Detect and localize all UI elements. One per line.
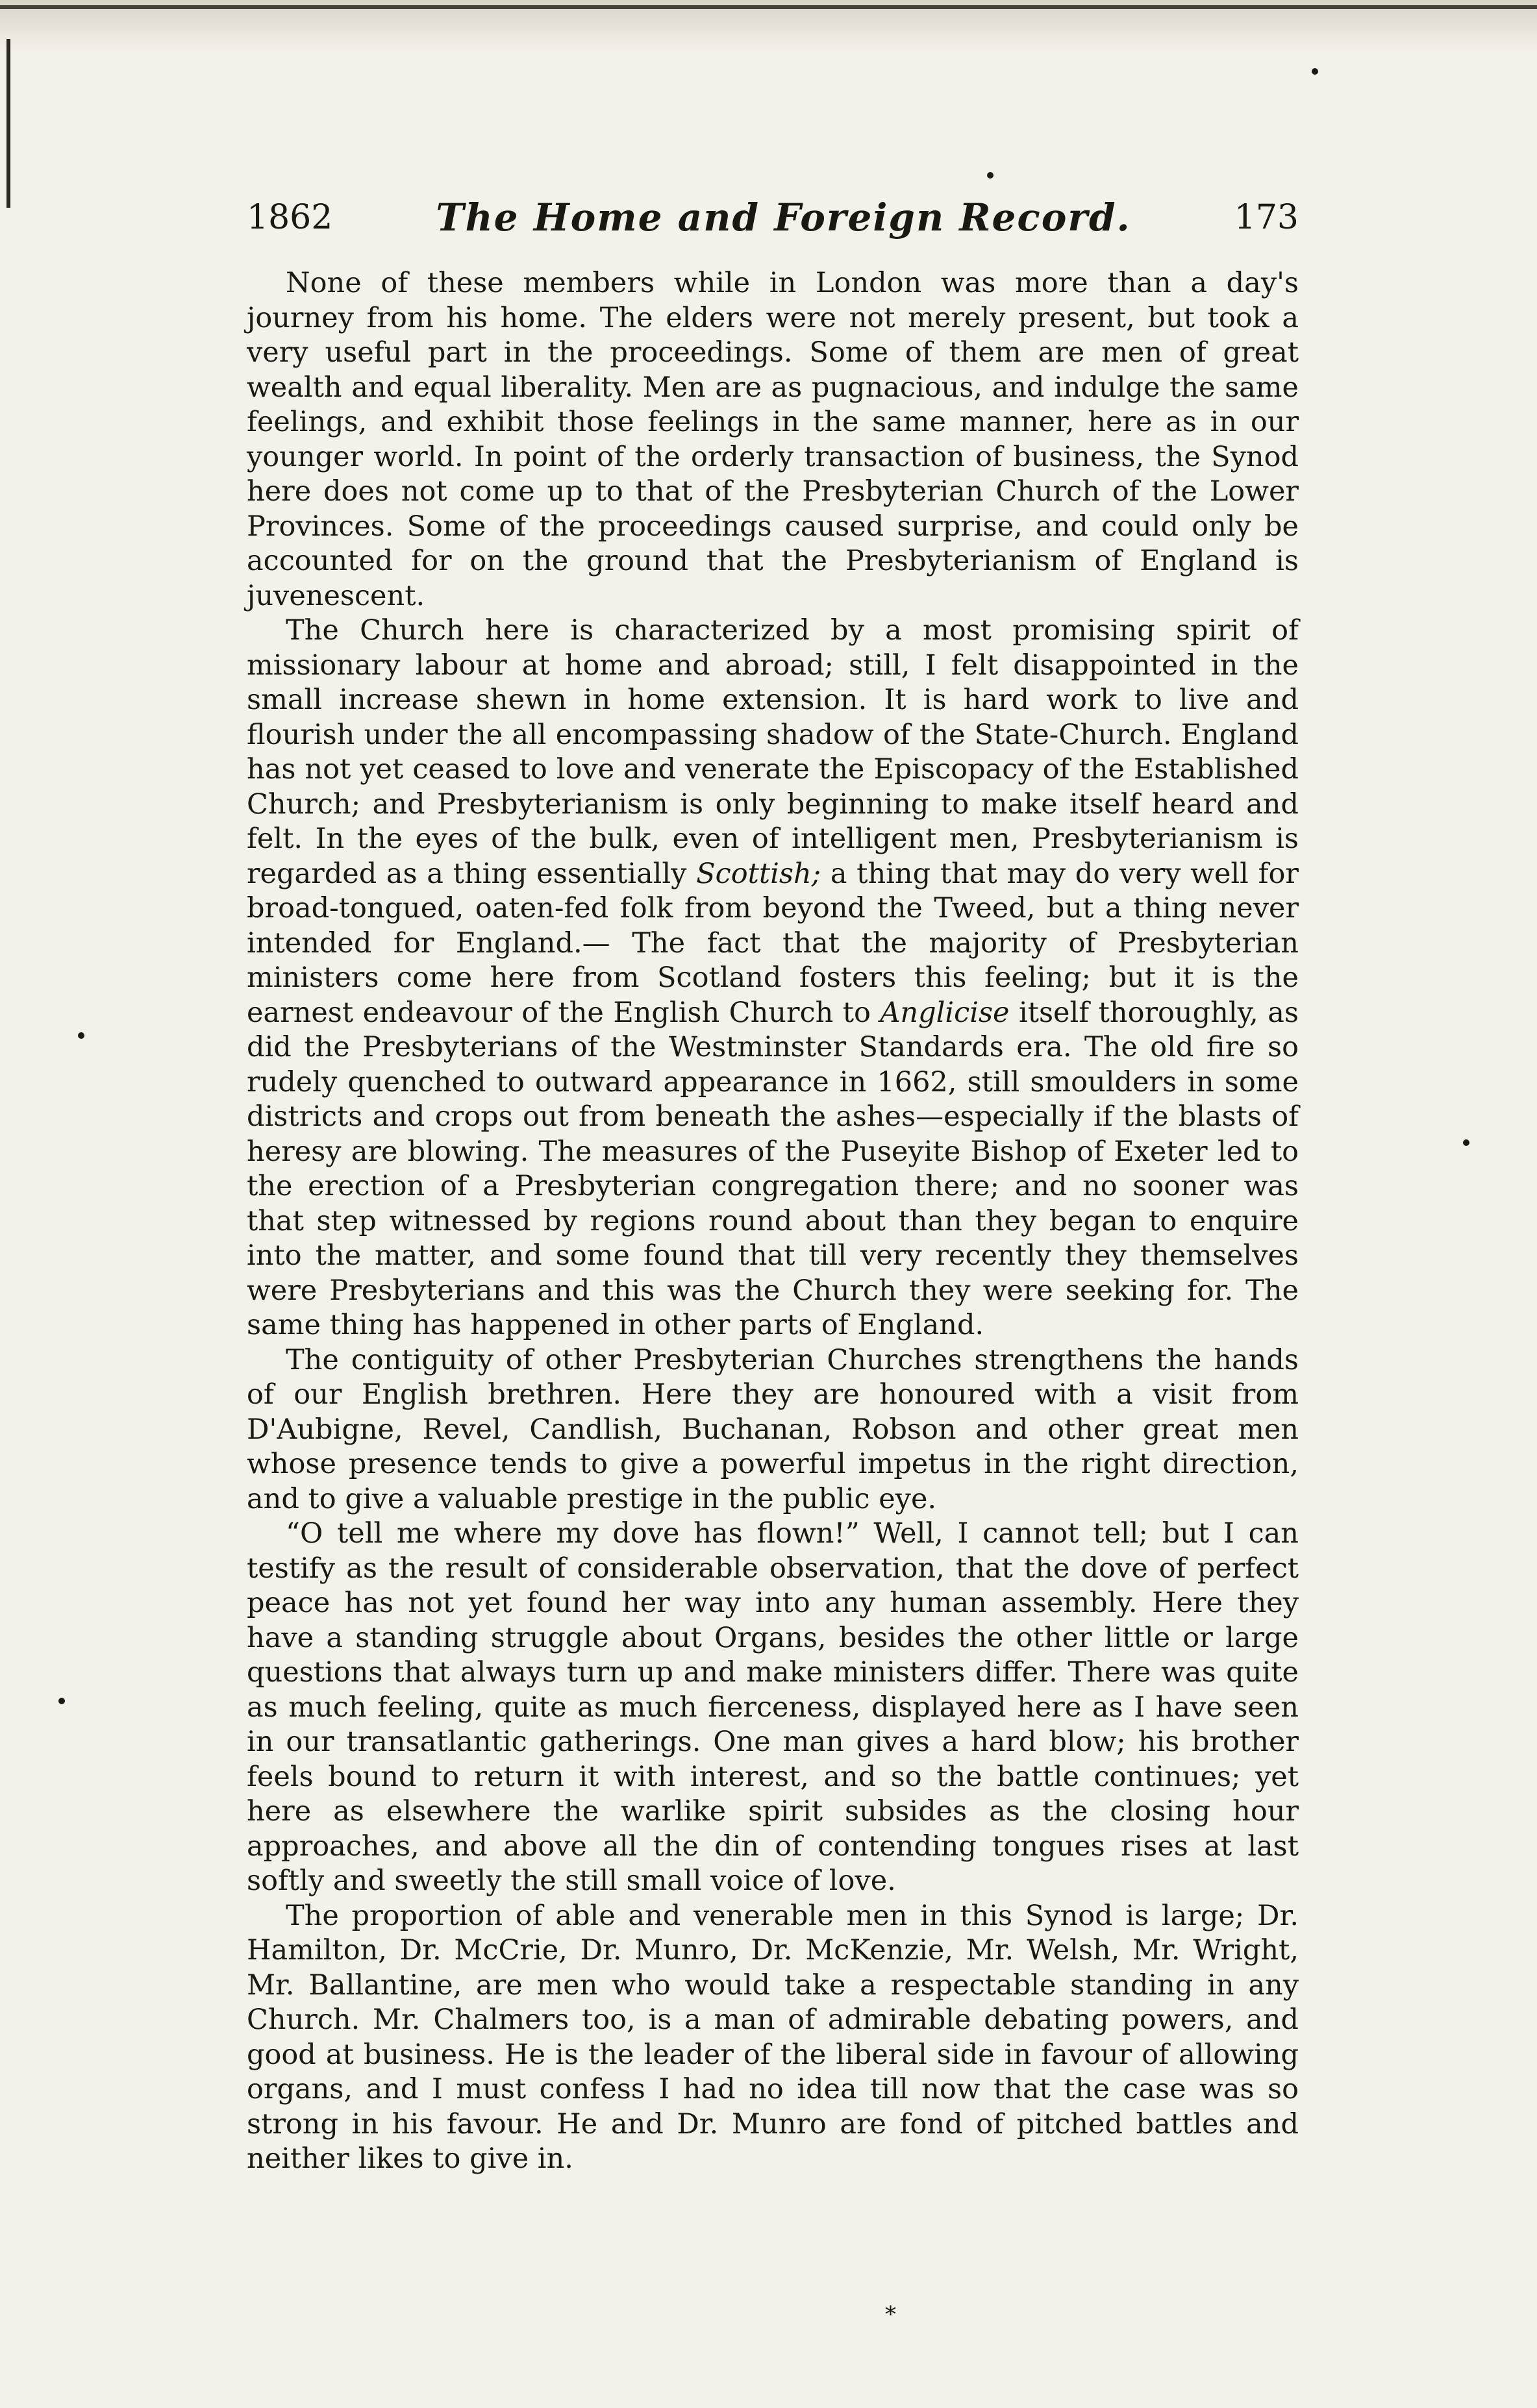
ink-speck [78, 1032, 84, 1039]
ink-speck [987, 172, 993, 179]
paragraph [247, 266, 1299, 614]
ink-speck [58, 1698, 65, 1704]
text-run: a thing that may do very well for broad-tongued, oaten-fed folk from beyond the Tweed, but a thing never intended for England.— The fact that the majority of Presbyterian ministers come here from Scotland fosters this feeling; but it is the earnest endeavour of the English Church to [247, 857, 1299, 1029]
text-run: The proportion of able and venerable men in this Synod is large; Dr. Hamilton, Dr. McCrie, Dr. Munro, Dr. McKenzie, Mr. Welsh, Mr. Wright, Mr. Ballantine, are men who would take a respectable standing in any Church. Mr. Chalmers too, is a man of admirable debating powers, and good at business. He is the leader of the liberal side in favour of allowing organs, and I must confess I had no idea till now that the case was so strong in his favour. He and Dr. Munro are fond of pitched battles and neither likes to give in. [247, 1899, 1299, 2175]
text-run: None of these members while in London was more than a day's journey from his home. The elders were not merely present, but took a very useful part in the proceedings. Some of them are men of great wealth and equal liberality. Men are as pugnacious, and indulge the same feelings, and exhibit those feelings in the same manner, here as in our younger world. In point of the orderly transaction of business, the Synod here does not come up to that of the Presbyterian Church of the Lower Provinces. Some of the proceedings caused surprise, and could only be accounted for on the ground that the Presbyterianism of England is juvenescent. [247, 267, 1299, 612]
paragraph [247, 1343, 1299, 1517]
page-number: 173 [1234, 198, 1299, 237]
running-header [247, 188, 1299, 247]
header-year: 1862 [247, 198, 333, 237]
paragraph [247, 1517, 1299, 1899]
italic-run: Anglicise [880, 996, 1010, 1029]
left-margin-mark [6, 39, 10, 208]
footer-mark: * [885, 2302, 896, 2327]
paragraph [247, 1899, 1299, 2177]
text-run: The Church here is characterized by a most promising spirit of missionary labour at home and abroad; still, I felt disappointed in the small increase shewn in home extension. It is hard work to live and flourish under the all encompassing shadow of the State-Church. England has not yet ceased to love and venerate the Episcopacy of the Established Church; and Presbyterianism is only beginning to make itself heard and felt. In the eyes of the bulk, even of intelligent men, Presbyterianism is regarded as a thing essentially [247, 614, 1299, 890]
text-run: The contiguity of other Presbyterian Churches strengthens the hands of our English brethren. Here they are honoured with a visit from D'Aubigne, Revel, Candlish, Buchanan, Robson and other great men whose presence tends to give a powerful impetus in the right direction, and to give a valuable prestige in the public eye. [247, 1343, 1299, 1515]
article-body [247, 266, 1299, 2177]
ink-speck [1312, 68, 1318, 75]
text-run: “O tell me where my dove has flown!” Well, I cannot tell; but I can testify as the result of considerable observation, that the dove of perfect peace has not yet found her way into any human assembly. Here they have a standing struggle about Organs, besides the other little or large questions that always turn up and make ministers differ. There was quite as much feeling, quite as much fierceness, displayed here as I have seen in our transatlantic gatherings. One man gives a hard blow; his brother feels bound to return it with interest, and so the battle continues; yet here as elsewhere the warlike spirit subsides as the closing hour approaches, and above all the din of contending tongues rises at last softly and sweetly the still small voice of love. [247, 1517, 1299, 1897]
paragraph [247, 614, 1299, 1343]
italic-run: Scottish; [696, 857, 821, 890]
text-run: itself thoroughly, as did the Presbyterians of the Westminster Standards era. The old fire so rudely quenched to outward appearance in 1662, still smoulders in some districts and crops out from beneath the ashes—especially if the blasts of heresy are blowing. The measures of the Puseyite Bishop of Exeter led to the erection of a Presbyterian congregation there; and no sooner was that step witnessed by regions round about than they began to enquire into the matter, and some found that till very recently they themselves were Presbyterians and this was the Church they were seeking for. The same thing has happened in other parts of England. [247, 996, 1299, 1341]
top-scan-rule [0, 5, 1537, 9]
ink-speck [1463, 1139, 1469, 1146]
journal-title: The Home and Foreign Record. [436, 195, 1131, 240]
